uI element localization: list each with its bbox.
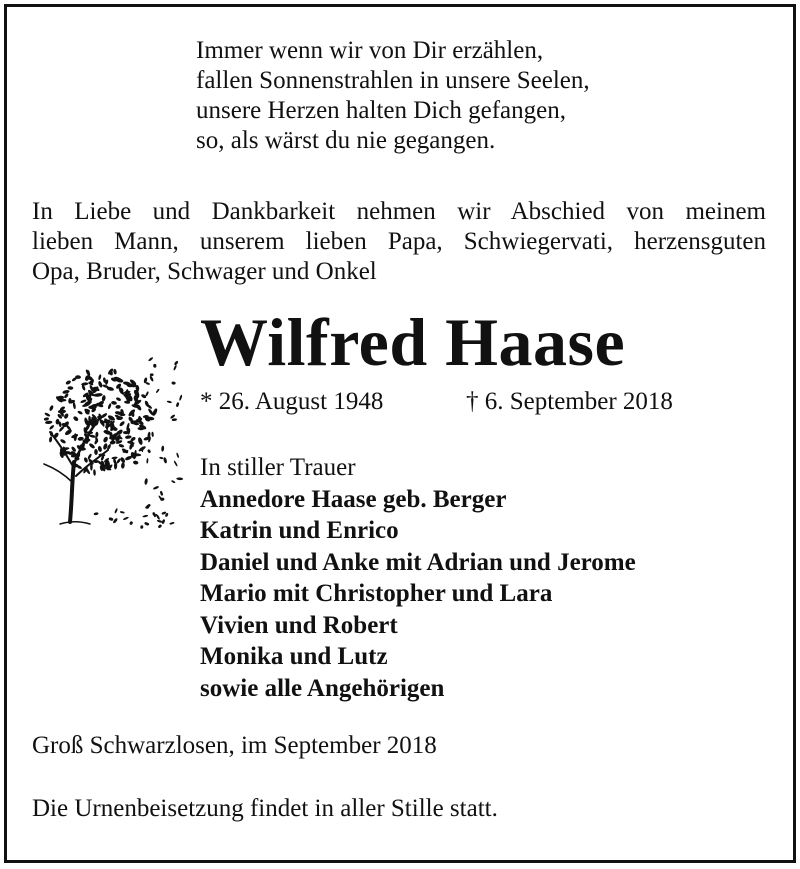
burial-note: Die Urnenbeisetzung findet in aller Stille statt. [32,795,498,822]
leaf [83,457,88,463]
leaf [142,514,148,517]
poem-line: fallen Sonnenstrahlen in unsere Seelen, [196,67,590,94]
leaf [123,516,129,520]
leaf [142,447,144,453]
leaf [101,395,106,402]
leaf [67,386,73,390]
leaf [172,418,177,421]
leaf [161,445,164,451]
leaf [112,517,118,523]
mourners-list [200,452,636,704]
leaf [145,391,149,397]
leaf [87,453,92,460]
leaf [44,417,50,421]
leaf [153,364,156,368]
leaf [140,525,143,529]
leaf [133,460,139,465]
leaf [72,415,79,422]
mourner-name: Monika und Lutz [200,643,388,670]
leaf [116,397,122,402]
mourner-name: Mario mit Christopher und Lara [200,580,553,607]
leaf [102,436,108,443]
leaf [60,438,67,444]
mourner-name: Katrin und Enrico [200,517,399,544]
mourner-name: sowie alle Angehörigen [200,674,445,702]
leaf [179,394,183,401]
leaf [45,420,53,424]
leaf [114,508,118,514]
leaf [148,357,154,362]
leaf [129,521,133,526]
leaf [156,514,161,520]
poem-line: so, als wärst du nie gegangen. [196,127,496,154]
leaf [157,519,163,523]
tree-with-falling-leaves-icon [36,350,188,530]
leaf [119,413,125,416]
mourners-heading: In stiller Trauer [200,454,356,481]
leaf [88,405,96,409]
leaf [137,437,143,446]
leaf [120,511,125,514]
leaf [97,446,102,453]
leaf [108,517,113,521]
birth-date: * 26. August 1948 [200,388,384,415]
mourner-name: Vivien und Robert [200,611,398,639]
leaf [150,373,154,376]
leaf [173,460,178,467]
leaf [119,420,126,427]
leaf [163,457,168,464]
leaf [93,469,96,476]
leaf [95,432,98,438]
leaf [94,512,99,515]
leaf [176,477,183,480]
leaf [176,402,180,407]
leaf [63,413,69,420]
leaf [173,365,177,371]
leaf [64,428,73,436]
leaf [160,491,164,497]
mourner-name: Daniel und Anke mit Adrian und Jerome [200,548,636,576]
leaf [125,435,132,439]
leaf [49,436,53,442]
leaf [58,409,66,413]
leaf [167,400,172,403]
farewell-line: In Liebe und Dankbarkeit nehmen wir Abschied von meinem [32,198,766,225]
leaf [144,478,148,485]
leaf [151,432,154,437]
leaf [147,449,151,454]
leaf [153,485,160,490]
leaf [121,462,125,469]
poem-line: unsere Herzen halten Dich gefangen, [196,97,566,124]
leaf [44,412,51,417]
leaf [98,374,102,380]
leaf [65,380,71,386]
death-date: † 6. September 2018 [466,388,673,415]
deceased-name: Wilfred Haase [200,304,626,380]
leaf [144,522,150,527]
leaf [49,405,54,412]
leaf [171,381,176,385]
leaf [115,405,120,409]
leaf [169,522,175,525]
leaf [118,444,124,449]
leaf [97,381,103,389]
leaf [77,410,83,415]
leaf [174,360,179,365]
memorial-poem [196,36,590,156]
leaf [146,458,148,464]
farewell-line: Opa, Bruder, Schwager und Onkel [32,258,377,285]
leaf [176,452,179,458]
place-and-date: Groß Schwarzlosen, im September 2018 [32,732,437,759]
leaf [156,388,160,393]
leaf [107,403,112,410]
mourner-name: Annedore Haase geb. Berger [200,485,507,513]
leaf [171,480,176,484]
leaf [62,389,70,394]
leaf [94,449,98,455]
farewell-text [32,197,766,287]
leaf [113,369,117,375]
poem-line: Immer wenn wir von Dir erzählen, [196,37,544,64]
leaf [49,424,55,430]
leaf [159,457,163,460]
leaf [111,401,117,406]
leaf [157,524,162,529]
leaf [149,375,154,382]
farewell-line: lieben Mann, unserem lieben Papa, Schwiegervati, herzensguten [32,228,766,255]
